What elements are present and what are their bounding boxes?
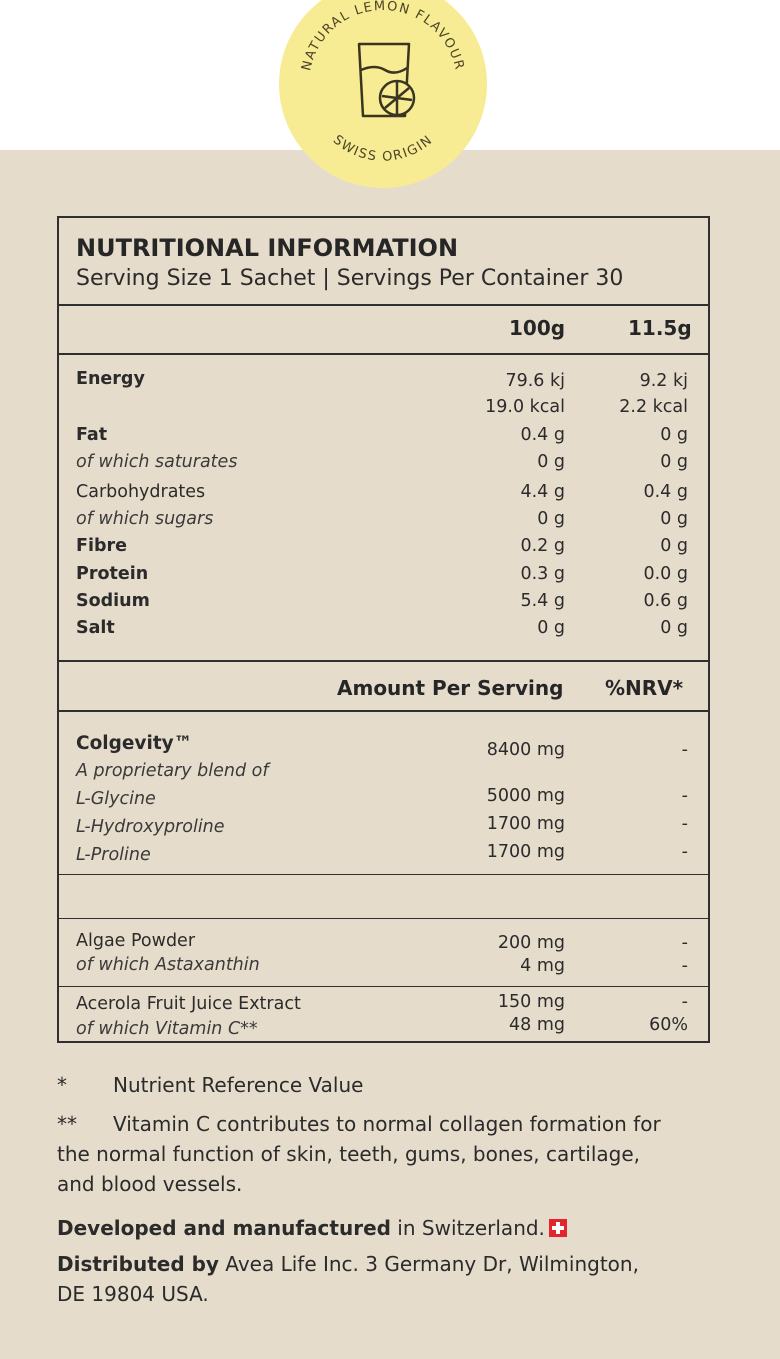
ingredient-amount: 1700 mg: [486, 842, 565, 862]
algae-nrv: -: [681, 933, 688, 953]
table-title: NUTRITIONAL INFORMATION: [76, 234, 459, 262]
row-value-100g: 79.6 kj: [505, 371, 565, 391]
divider: [59, 710, 708, 712]
divider: [59, 874, 708, 875]
vitamin-c-nrv: 60%: [649, 1015, 688, 1035]
footnote-nrv: [57, 1073, 364, 1097]
row-value-serving: 2.2 kcal: [619, 397, 688, 417]
algae-amount: 200 mg: [497, 933, 565, 953]
footnote-mark: *: [57, 1073, 67, 1097]
badge-graphic: [279, 0, 487, 188]
row-label-fibre: Fibre: [76, 536, 127, 556]
row-label-salt: Salt: [76, 618, 115, 638]
footnote-text-line1: Vitamin C contributes to normal collagen formation for: [113, 1112, 661, 1136]
badge-top-text: NATURAL LEMON FLAVOUR: [299, 0, 467, 73]
divider: [59, 986, 708, 987]
distributed-text: Avea Life Inc. 3 Germany Dr, Wilmington,: [218, 1252, 639, 1276]
col-header-100g: 100g: [509, 316, 566, 340]
amount-per-serving-header: Amount Per Serving: [337, 676, 564, 700]
row-value-serving: 9.2 kj: [639, 371, 688, 391]
developed-line: [57, 1216, 567, 1240]
colgevity-desc: A proprietary blend of: [76, 761, 269, 781]
row-value-serving: 0 g: [660, 425, 688, 445]
acerola-amount: 150 mg: [497, 992, 565, 1012]
distributed-label: Distributed by: [57, 1252, 219, 1276]
row-value-100g: 19.0 kcal: [485, 397, 565, 417]
row-value-serving: 0.6 g: [643, 591, 688, 611]
row-value-serving: 0 g: [660, 509, 688, 529]
row-label-sodium: Sodium: [76, 591, 150, 611]
table-subtitle: Serving Size 1 Sachet | Servings Per Container 30: [76, 266, 624, 291]
acerola-nrv: -: [681, 992, 688, 1012]
badge-bottom-text: SWISS ORIGIN: [329, 132, 437, 165]
col-header-serving: 11.5g: [628, 316, 692, 340]
row-value-serving: 0 g: [660, 452, 688, 472]
vitamin-c-amount: 48 mg: [509, 1015, 565, 1035]
flavour-badge: [279, 0, 487, 188]
row-value-100g: 0.3 g: [520, 564, 565, 584]
row-value-100g: 5.4 g: [520, 591, 565, 611]
distributed-address-line2: DE 19804 USA.: [57, 1282, 209, 1306]
row-value-100g: 0 g: [537, 452, 565, 472]
ingredient-label: L-Hydroxyproline: [76, 817, 225, 837]
row-value-serving: 0 g: [660, 618, 688, 638]
astaxanthin-label: of which Astaxanthin: [76, 955, 260, 975]
algae-label: Algae Powder: [76, 931, 196, 951]
footnote-text: Nutrient Reference Value: [113, 1073, 364, 1097]
glass-lemon-icon: [359, 44, 414, 116]
ingredient-nrv: -: [681, 814, 688, 834]
ingredient-amount: 5000 mg: [486, 786, 565, 806]
nrv-header: %NRV*: [605, 676, 684, 700]
swiss-flag-icon: [549, 1219, 567, 1237]
row-value-serving: 0.0 g: [643, 564, 688, 584]
row-label-protein: Protein: [76, 564, 149, 584]
developed-label: Developed and manufactured: [57, 1216, 391, 1240]
ingredient-nrv: -: [681, 786, 688, 806]
footnote-text-line2: the normal function of skin, teeth, gums, bones, cartilage,: [57, 1142, 641, 1166]
colgevity-nrv: -: [681, 740, 688, 760]
footnote-vitamin-c: [57, 1112, 661, 1136]
row-value-serving: 0 g: [660, 536, 688, 556]
row-value-100g: 0 g: [537, 509, 565, 529]
astaxanthin-amount: 4 mg: [520, 956, 565, 976]
developed-text: in Switzerland.: [390, 1216, 545, 1240]
distributed-line: [57, 1252, 639, 1276]
divider: [59, 660, 708, 662]
row-value-100g: 0.4 g: [520, 425, 565, 445]
ingredient-amount: 1700 mg: [486, 814, 565, 834]
acerola-label: Acerola Fruit Juice Extract: [76, 994, 301, 1014]
ingredient-label: L-Proline: [76, 845, 151, 865]
footnote-text-line3: and blood vessels.: [57, 1172, 243, 1196]
nutrition-table: [57, 216, 710, 1043]
row-value-100g: 0.2 g: [520, 536, 565, 556]
footnote-mark: **: [57, 1112, 77, 1136]
vitamin-c-label: of which Vitamin C**: [76, 1019, 258, 1039]
ingredient-nrv: -: [681, 842, 688, 862]
row-label-saturates: of which saturates: [76, 452, 238, 472]
divider: [59, 304, 708, 306]
colgevity-name: Colgevity™: [76, 733, 193, 754]
row-label-fat: Fat: [76, 425, 108, 445]
astaxanthin-nrv: -: [681, 956, 688, 976]
row-label-energy: Energy: [76, 369, 145, 389]
row-value-100g: 0 g: [537, 618, 565, 638]
divider: [59, 918, 708, 919]
row-label-carbohydrates: Carbohydrates: [76, 482, 206, 502]
colgevity-amount: 8400 mg: [486, 740, 565, 760]
ingredient-label: L-Glycine: [76, 789, 156, 809]
divider: [59, 353, 708, 355]
row-value-100g: 4.4 g: [520, 482, 565, 502]
row-label-sugars: of which sugars: [76, 509, 214, 529]
row-value-serving: 0.4 g: [643, 482, 688, 502]
